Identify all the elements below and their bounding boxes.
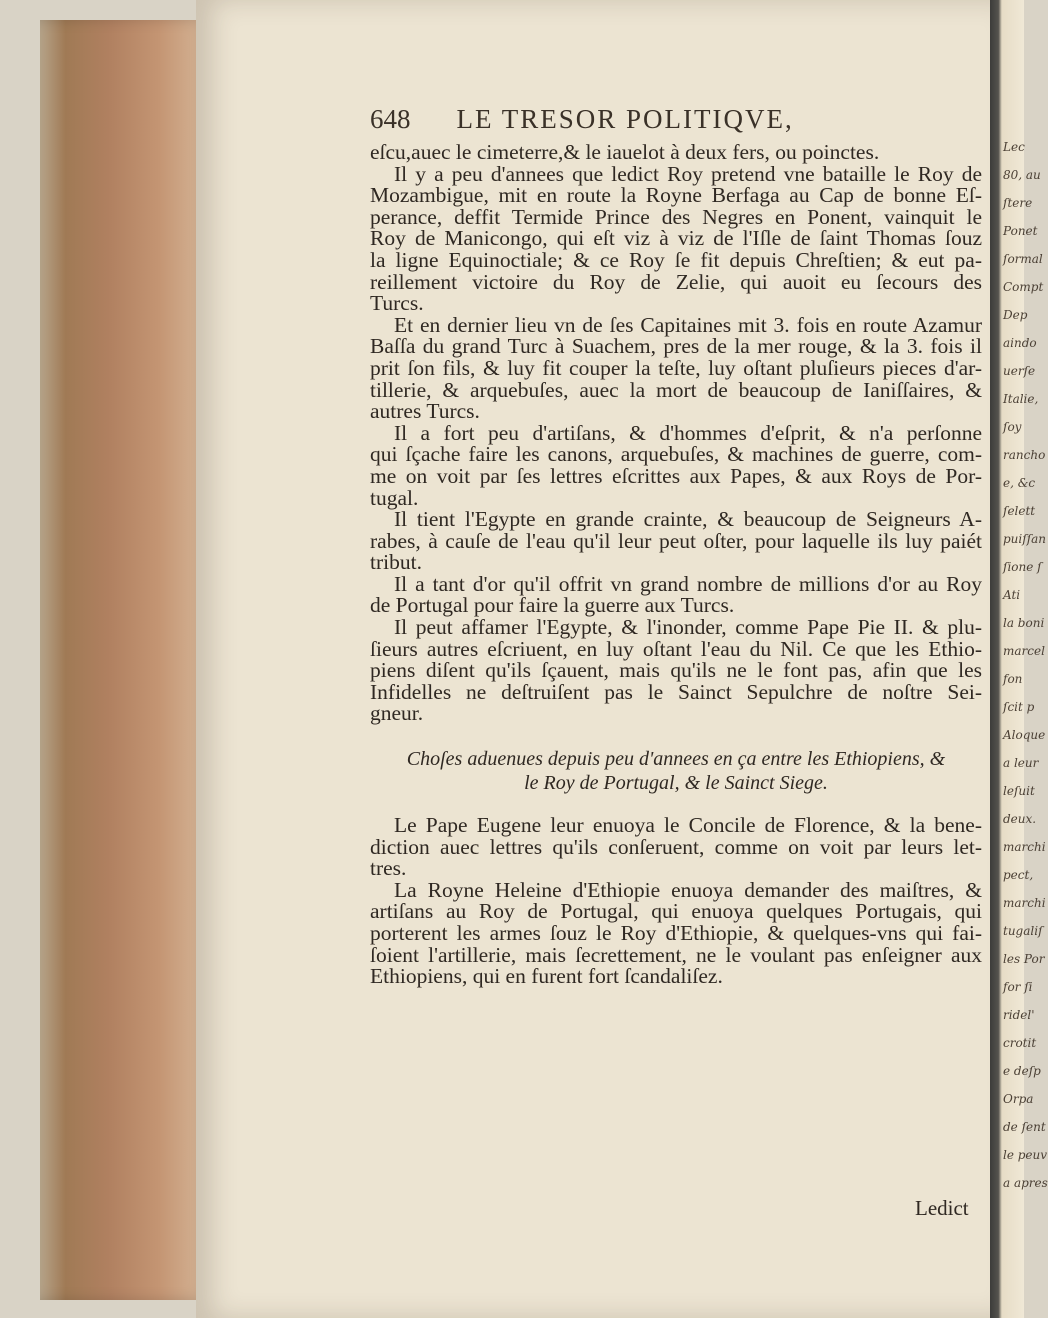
paragraph	[370, 142, 982, 164]
text-line: gneur.	[370, 701, 424, 726]
paragraph	[370, 571, 982, 618]
text-line: qui ſçache faire les canons, arquebuſes, & machines de guerre, com-	[370, 442, 982, 467]
margin-fragment: Ponet	[1003, 224, 1038, 238]
paragraph	[370, 617, 982, 725]
text-line: Il peut affamer l'Egypte, & l'inonder, comme Pape Pie II. & plu-	[394, 615, 982, 640]
paragraphs-after-heading	[370, 815, 982, 988]
page-header	[370, 104, 982, 135]
text-line: Le Pape Eugene leur enuoya le Concile de Florence, & la bene-	[394, 813, 982, 838]
main-text	[370, 142, 982, 988]
text-line: Il a tant d'or qu'il offrit vn grand nombre de millions d'or au Roy	[394, 571, 982, 596]
page-number: 648	[370, 104, 411, 134]
margin-fragment: le peuv	[1003, 1148, 1048, 1162]
margin-fragment: pect,	[1003, 868, 1034, 882]
margin-fragment: ridel'	[1003, 1008, 1035, 1022]
text-line: Il y a peu d'annees que ledict Roy pretend vne bataille le Roy de	[394, 161, 982, 186]
text-line: La Royne Heleine d'Ethiopie enuoya demander des maiſtres, &	[394, 877, 982, 902]
margin-fragment: Aloque	[1003, 728, 1046, 742]
paragraph	[370, 312, 982, 424]
margin-fragment: marcel	[1003, 644, 1045, 658]
paragraph	[370, 420, 982, 510]
text-line: ſoient l'artillerie, mais ſecrettement, ne le voulant pas enſeigner aux	[370, 942, 982, 967]
margin-fragment: e deſp	[1003, 1064, 1041, 1078]
text-line: rabes, à cauſe de l'eau qu'il leur peut oſter, pour laquelle ils luy paiét	[370, 528, 982, 553]
margin-fragment: a apres	[1003, 1176, 1048, 1190]
margin-fragment: Lec	[1003, 140, 1025, 154]
text-line: eſcu,auec le cimeterre,& le iauelot à deux fers, ou poinctes.	[370, 140, 880, 164]
margin-fragment: for ſi	[1003, 980, 1033, 994]
text-line: Infidelles ne deſtruiſent pas le Sainct Sepulchre de noſtre Sei-	[370, 679, 982, 704]
text-line: de Portugal pour faire la guerre aux Turcs.	[370, 593, 735, 618]
section-heading-line: Choſes aduenues depuis peu d'annees en ça entre les Ethiopiens, &	[406, 748, 946, 771]
paragraph	[370, 815, 982, 880]
text-line: diction auec lettres qu'ils conſeruent, comme on voit par leurs let-	[370, 834, 982, 859]
paragraph	[370, 877, 982, 989]
book-page-edges	[40, 20, 210, 1300]
text-line: la ligne Equinoctiale; & ce Roy ſe fit depuis Chreſtien; & eut pa-	[370, 247, 982, 272]
margin-fragment: Compt	[1003, 280, 1044, 294]
text-line: tres.	[370, 856, 407, 881]
margin-fragment: ſcit p	[1003, 700, 1035, 714]
text-line: prit ſon fils, & luy fit couper la teſte, luy oſtant pluſieurs pieces d'ar-	[370, 355, 982, 380]
margin-fragment: tugaliſ	[1003, 924, 1043, 938]
text-line: tugal.	[370, 485, 419, 510]
catchword: Ledict	[915, 1196, 969, 1220]
paragraphs-before-heading	[370, 142, 982, 725]
section-heading-line: le Roy de Portugal, & le Sainct Siege.	[524, 772, 828, 795]
running-title: LE TRESOR POLITIQVE,	[456, 104, 794, 134]
margin-fragment: rancho	[1003, 448, 1046, 462]
text-line: Il a fort peu d'artiſans, & d'hommes d'eſprit, & n'a perſonne	[394, 420, 982, 445]
text-line: tillerie, & arquebuſes, auec la mort de beaucoup de Ianiſſaires, &	[370, 377, 982, 402]
margin-fragment: la boni	[1003, 616, 1045, 630]
text-line: perance, deffit Termide Prince des Negres en Ponent, vainquit le	[370, 204, 982, 229]
text-line: me on voit par ſes lettres eſcrittes aux Papes, & aux Roys de Por-	[370, 463, 982, 488]
margin-fragment: marchi	[1003, 840, 1046, 854]
paragraph	[370, 161, 982, 316]
paragraph	[370, 509, 982, 574]
margin-fragment: deux.	[1003, 812, 1037, 826]
margin-fragment: Ati	[1003, 588, 1021, 602]
margin-fragment: ſoy	[1003, 420, 1022, 434]
margin-fragment: ſelett	[1003, 504, 1036, 518]
margin-fragment: aindo	[1003, 336, 1037, 350]
margin-fragment: 80, au	[1003, 168, 1041, 182]
margin-fragment: crotit	[1003, 1036, 1037, 1050]
margin-fragment: ſormal	[1003, 252, 1043, 266]
text-line: ſieurs autres eſcriuent, en luy oſtant l'eau du Nil. Ce que les Ethio-	[370, 636, 982, 661]
margin-fragment: ſtere	[1003, 196, 1033, 210]
margin-fragment: Dep	[1003, 308, 1028, 322]
margin-fragment: fon	[1003, 672, 1023, 686]
text-line: Baſſa du grand Turc à Suachem, pres de la mer rouge, & la 3. fois il	[370, 334, 982, 359]
text-line: artiſans au Roy de Portugal, qui enuoya quelques Portugais, qui	[370, 899, 982, 924]
section-heading	[370, 747, 982, 795]
margin-fragment: Italie,	[1003, 392, 1039, 406]
text-line: Turcs.	[370, 291, 424, 316]
margin-fragment: Orpa	[1003, 1092, 1034, 1106]
text-line: porterent les armes ſouz le Roy d'Ethiopie, & quelques-vns qui fai-	[370, 921, 982, 945]
text-line: Et en dernier lieu vn de ſes Capitaines mit 3. fois en route Azamur	[394, 312, 982, 337]
text-line: autres Turcs.	[370, 399, 480, 424]
text-line: Mozambigue, mit en route la Royne Berfaga au Cap de bonne Eſ-	[370, 183, 982, 208]
text-line: Ethiopiens, qui en furent fort ſcandaliſez.	[370, 964, 723, 989]
margin-fragment: ſione ſ	[1003, 560, 1042, 574]
margin-fragment: marchi	[1003, 896, 1046, 910]
margin-fragment: leſuit	[1003, 784, 1035, 798]
text-line: Roy de Manicongo, qui eſt viz à viz de l'Iſle de ſaint Thomas ſouz	[370, 226, 982, 251]
margin-fragment: de ſent	[1003, 1120, 1046, 1134]
text-line: tribut.	[370, 550, 422, 575]
text-line: reillement victoire du Roy de Zelie, qui auoit eu ſecours des	[370, 269, 982, 294]
margin-fragment: a leur	[1003, 756, 1039, 770]
text-line: Il tient l'Egypte en grande crainte, & beaucoup de Seigneurs A-	[394, 507, 982, 532]
margin-fragment: e, &c	[1003, 476, 1036, 490]
margin-fragment: uerſe	[1003, 364, 1036, 378]
margin-fragment: les Por	[1003, 952, 1045, 966]
text-line: piens diſent qu'ils ſçauent, mais qu'ils ne le font pas, afin que les	[370, 658, 982, 683]
margin-fragment: puiſſan	[1003, 532, 1047, 546]
